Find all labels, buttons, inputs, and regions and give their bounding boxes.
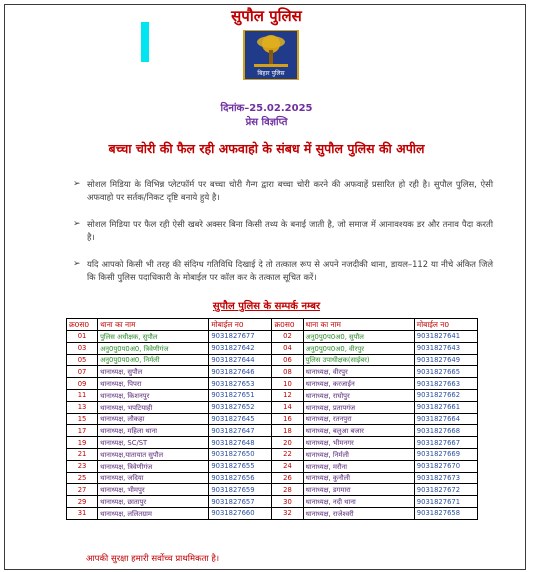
station-name: थानाध्यक्ष, SC/ST	[98, 437, 209, 449]
mobile-number: 9031827667	[414, 437, 477, 449]
mobile-number: 9031827641	[414, 331, 477, 343]
mobile-number: 9031827668	[414, 425, 477, 437]
station-name: थानाध्यक्ष,यातायात सुपौल	[98, 448, 209, 460]
station-name: थानाध्यक्ष, कुनौली	[303, 472, 414, 484]
station-name: थानाध्यक्ष, मरौना	[303, 460, 414, 472]
station-name: थानाध्यक्ष, सुपौल	[98, 366, 209, 378]
column-header: मोबाईल न0	[414, 319, 477, 331]
mobile-number: 9031827645	[209, 413, 272, 425]
serial-number: 26	[272, 472, 303, 484]
mobile-number: 9031827671	[414, 496, 477, 508]
table-row	[67, 507, 478, 519]
station-name: थानाध्यक्ष, किशनपुर	[98, 389, 209, 401]
serial-number: 24	[272, 460, 303, 472]
arrow-bullet-icon: ➢	[73, 179, 81, 189]
column-header: मोबाईल न0	[209, 319, 272, 331]
mobile-number: 9031827661	[414, 401, 477, 413]
footer-note: आपकी सुरक्षा हमारी सर्वोच्च प्राथमिकता है।	[86, 554, 220, 564]
table-header-row	[67, 319, 478, 331]
mobile-number: 9031827651	[209, 389, 272, 401]
serial-number: 10	[272, 378, 303, 390]
arrow-bullet-icon: ➢	[73, 259, 81, 269]
serial-number: 04	[272, 342, 303, 354]
mobile-number: 9031827673	[414, 472, 477, 484]
serial-number: 27	[67, 484, 98, 496]
table-row	[67, 437, 478, 449]
mobile-number: 9031827672	[414, 484, 477, 496]
serial-number: 20	[272, 437, 303, 449]
mobile-number: 9031827642	[209, 342, 272, 354]
column-header: थाना का नाम	[303, 319, 414, 331]
mobile-number: 9031827665	[414, 366, 477, 378]
serial-number: 17	[67, 425, 98, 437]
serial-number: 31	[67, 507, 98, 519]
table-row	[67, 496, 478, 508]
mobile-number: 9031827652	[209, 401, 272, 413]
station-name: थानाध्यक्ष, राजेश्वरी	[303, 507, 414, 519]
cyan-marker	[141, 22, 149, 62]
mobile-number: 9031827655	[209, 460, 272, 472]
station-name: थानाध्यक्ष, नदी थाना	[303, 496, 414, 508]
serial-number: 13	[67, 401, 98, 413]
arrow-bullet-icon: ➢	[73, 219, 81, 229]
station-name: थानाध्यक्ष, प्रतापगंज	[303, 401, 414, 413]
station-name: थानाध्यक्ष, वीरपुर	[303, 366, 414, 378]
station-name: थानाध्यक्ष, भीमनगर	[303, 437, 414, 449]
table-row	[67, 354, 478, 366]
station-name: थानाध्यक्ष, भीमपुर	[98, 484, 209, 496]
bullet-text: सोशल मिडिया के विभिन्न प्लेटफॉर्म पर बच्चा चोरी गैन्ग द्वारा बच्चा चोरी करने की अफवाहें प्रसारित हो रही है। सुपौल पुलिस, ऐसी अफवाहो पर सर्तक/निकट दृष्टि बनाये हुये है।	[87, 179, 493, 202]
serial-number: 32	[272, 507, 303, 519]
serial-number: 28	[272, 484, 303, 496]
mobile-number: 9031827650	[209, 448, 272, 460]
mobile-number: 9031827658	[414, 507, 477, 519]
mobile-number: 9031827646	[209, 366, 272, 378]
serial-number: 18	[272, 425, 303, 437]
mobile-number: 9031827664	[414, 413, 477, 425]
mobile-number: 9031827677	[209, 331, 272, 343]
station-name: पुलिस उपाधीक्षक(साईबर)	[303, 354, 414, 366]
bullet-text: सोशल मिडिया पर फैल रही ऐसी खबरे अक्सर बिना किसी तथ्य के बनाई जाती है, जो समाज में आनावश्यक डर और तनाव पैदा करती है।	[87, 219, 493, 242]
serial-number: 11	[67, 389, 98, 401]
mobile-number: 9031827659	[209, 484, 272, 496]
station-name: थानाध्यक्ष, त्रिवेणीगंज	[98, 460, 209, 472]
serial-number: 01	[67, 331, 98, 343]
bullet-1	[73, 178, 493, 204]
serial-number: 12	[272, 389, 303, 401]
table-row	[67, 472, 478, 484]
serial-number: 14	[272, 401, 303, 413]
bullet-3	[73, 258, 493, 284]
station-name: अनु0पु0प0अ0, वीरपुर	[303, 342, 414, 354]
emblem-label: बिहार पुलिस	[257, 70, 285, 77]
date-line: दिनांक–25.02.2025	[220, 103, 313, 114]
serial-number: 21	[67, 448, 98, 460]
mobile-number: 9031827648	[209, 437, 272, 449]
serial-number: 16	[272, 413, 303, 425]
bullet-2	[73, 218, 493, 244]
station-name: थानाध्यक्ष, राघोपुर	[303, 389, 414, 401]
station-name: अनु0पु0प0अ0, निर्मली	[98, 354, 209, 366]
mobile-number: 9031827647	[209, 425, 272, 437]
serial-number: 19	[67, 437, 98, 449]
station-name: थानाध्यक्ष, छातापुर	[98, 496, 209, 508]
mobile-number: 9031827663	[414, 378, 477, 390]
mobile-number: 9031827656	[209, 472, 272, 484]
station-name: थानाध्यक्ष, ललितग्राम	[98, 507, 209, 519]
table-row	[67, 389, 478, 401]
column-header: क्र0स0	[67, 319, 98, 331]
table-row	[67, 401, 478, 413]
station-name: थानाध्यक्ष, भपटियाही	[98, 401, 209, 413]
page-title: सुपौल पुलिस	[231, 7, 302, 25]
table-row	[67, 484, 478, 496]
contacts-table	[66, 318, 478, 520]
station-name: थानाध्यक्ष, निर्मली	[303, 448, 414, 460]
station-name: अनु0पु0प0अ0, त्रिवेणीगंज	[98, 342, 209, 354]
serial-number: 25	[67, 472, 98, 484]
column-header: थाना का नाम	[98, 319, 209, 331]
contacts-heading: सुपौल पुलिस के सम्पर्क नम्बर	[212, 301, 321, 312]
main-heading: बच्चा चोरी की फैल रही अफवाहो के संबध में सुपौल पुलिस की अपील	[108, 141, 425, 156]
station-name: थानाध्यक्ष, जदिया	[98, 472, 209, 484]
station-name: थानाध्यक्ष, लौकहा	[98, 413, 209, 425]
serial-number: 05	[67, 354, 98, 366]
serial-number: 03	[67, 342, 98, 354]
mobile-number: 9031827649	[414, 354, 477, 366]
table-row	[67, 448, 478, 460]
table-row	[67, 378, 478, 390]
press-note-label: प्रेस विज्ञप्ति	[245, 117, 288, 128]
table-row	[67, 331, 478, 343]
mobile-number: 9031827670	[414, 460, 477, 472]
mobile-number: 9031827653	[209, 378, 272, 390]
mobile-number: 9031827660	[209, 507, 272, 519]
table-row	[67, 413, 478, 425]
table-row	[67, 366, 478, 378]
station-name: थानाध्यक्ष, डगमारा	[303, 484, 414, 496]
mobile-number: 9031827662	[414, 389, 477, 401]
serial-number: 02	[272, 331, 303, 343]
column-header: क्र0स0	[272, 319, 303, 331]
mobile-number: 9031827669	[414, 448, 477, 460]
serial-number: 23	[67, 460, 98, 472]
mobile-number: 9031827643	[414, 342, 477, 354]
bullet-text: यदि आपको किसी भी तरह की संदिग्ध गतिविधि दिखाई दे तो तत्काल रूप से अपने नजदीकी थाना, डायल–112 या नीचे अंकित जिले कि किसी पुलिस पदाधिकारी के मोबाईल पर कॉल कर के तत्काल सूचित करें।	[87, 259, 493, 282]
station-name: थानाध्यक्ष, रतनपुरा	[303, 413, 414, 425]
serial-number: 15	[67, 413, 98, 425]
serial-number: 06	[272, 354, 303, 366]
station-name: थानाध्यक्ष, महिला थाना	[98, 425, 209, 437]
serial-number: 22	[272, 448, 303, 460]
table-row	[67, 342, 478, 354]
serial-number: 29	[67, 496, 98, 508]
bihar-police-emblem	[242, 30, 300, 80]
station-name: थानाध्यक्ष, करजाईन	[303, 378, 414, 390]
serial-number: 09	[67, 378, 98, 390]
mobile-number: 9031827657	[209, 496, 272, 508]
table-row	[67, 460, 478, 472]
mobile-number: 9031827644	[209, 354, 272, 366]
serial-number: 07	[67, 366, 98, 378]
table-row	[67, 425, 478, 437]
station-name: अनु0पु0प0अ0, सुपौल	[303, 331, 414, 343]
station-name: थानाध्यक्ष, बलुआ बजार	[303, 425, 414, 437]
station-name: पुलिस अधीक्षक, सुपौल	[98, 331, 209, 343]
serial-number: 08	[272, 366, 303, 378]
station-name: थानाध्यक्ष, पिपरा	[98, 378, 209, 390]
serial-number: 30	[272, 496, 303, 508]
